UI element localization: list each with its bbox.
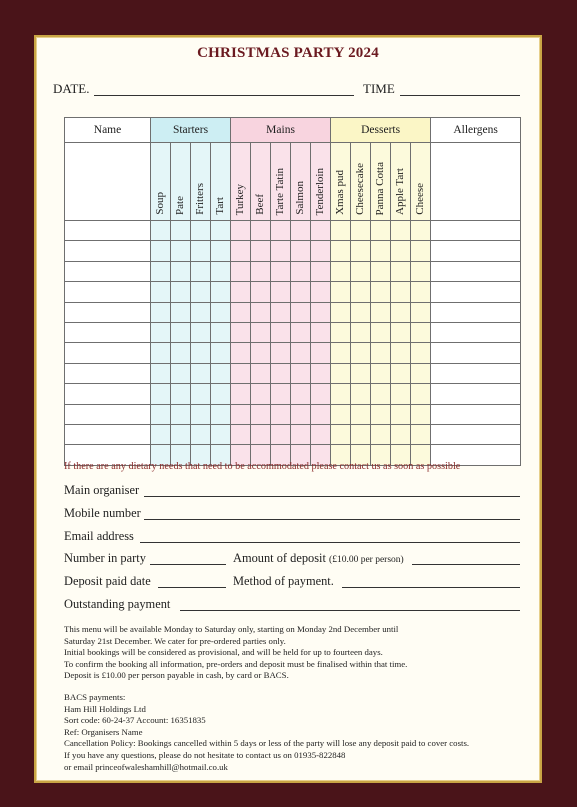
order-cell[interactable] (291, 221, 311, 241)
order-rows (65, 221, 521, 466)
order-cell[interactable] (191, 424, 211, 444)
order-cell[interactable] (231, 343, 251, 363)
dish-header (251, 143, 271, 221)
dish-label: Soup (154, 192, 166, 215)
order-cell[interactable] (151, 282, 171, 302)
allergens-cell[interactable] (431, 404, 521, 424)
order-cell[interactable] (171, 363, 191, 383)
allergens-header: Allergens (431, 118, 521, 143)
order-cell[interactable] (371, 241, 391, 261)
order-cell[interactable] (371, 261, 391, 281)
order-cell[interactable] (151, 302, 171, 322)
order-cell[interactable] (371, 384, 391, 404)
order-cell[interactable] (351, 322, 371, 342)
payment-line: BACS payments: (64, 692, 126, 702)
order-cell[interactable] (331, 282, 351, 302)
order-cell[interactable] (411, 424, 431, 444)
guest-name-cell[interactable] (65, 282, 151, 302)
order-cell[interactable] (231, 302, 251, 322)
order-cell[interactable] (271, 261, 291, 281)
allergens-cell[interactable] (431, 241, 521, 261)
order-cell[interactable] (271, 221, 291, 241)
order-cell[interactable] (151, 261, 171, 281)
dish-header (411, 143, 431, 221)
order-cell[interactable] (211, 241, 231, 261)
dish-label: Turkey (234, 183, 247, 215)
guest-name-cell[interactable] (65, 241, 151, 261)
order-cell[interactable] (251, 261, 271, 281)
dish-header (291, 143, 311, 221)
terms-line: Deposit is £10.00 per person payable in cash, by card or BACS. (64, 670, 289, 681)
allergens-cell[interactable] (431, 282, 521, 302)
allergens-cell[interactable] (431, 384, 521, 404)
table-row (65, 282, 521, 302)
order-cell[interactable] (191, 241, 211, 261)
payment-line: Cancellation Policy: Bookings cancelled within 5 days or less of the party will lose any deposit paid to cover costs. (64, 738, 470, 749)
order-cell[interactable] (411, 384, 431, 404)
order-cell[interactable] (391, 322, 411, 342)
order-cell[interactable] (391, 363, 411, 383)
order-cell[interactable] (371, 363, 391, 383)
allergens-cell[interactable] (431, 322, 521, 342)
allergens-cell[interactable] (431, 261, 521, 281)
order-cell[interactable] (411, 221, 431, 241)
table-row (65, 363, 521, 383)
order-cell[interactable] (211, 302, 231, 322)
order-cell[interactable] (371, 322, 391, 342)
mobile-number-label: Mobile number (64, 506, 141, 520)
order-cell[interactable] (251, 404, 271, 424)
order-cell[interactable] (251, 241, 271, 261)
order-cell[interactable] (311, 241, 331, 261)
name-header: Name (65, 118, 151, 143)
order-cell[interactable] (291, 343, 311, 363)
order-cell[interactable] (391, 302, 411, 322)
guest-name-cell[interactable] (65, 404, 151, 424)
group-header-row (65, 118, 521, 143)
table-row (65, 404, 521, 424)
order-cell[interactable] (311, 343, 331, 363)
order-cell[interactable] (271, 363, 291, 383)
dish-header (331, 143, 351, 221)
order-cell[interactable] (211, 261, 231, 281)
order-cell[interactable] (211, 404, 231, 424)
order-cell[interactable] (271, 384, 291, 404)
order-cell[interactable] (331, 241, 351, 261)
table-row (65, 384, 521, 404)
terms-line: Saturday 21st December. We cater for pre-ordered parties only. (64, 635, 286, 646)
terms-line: To confirm the booking all information, pre-orders and deposit must be finalised within that time. (64, 658, 408, 669)
order-cell[interactable] (371, 221, 391, 241)
order-cell[interactable] (211, 221, 231, 241)
guest-name-cell[interactable] (65, 302, 151, 322)
order-cell[interactable] (191, 404, 211, 424)
dish-header (231, 143, 251, 221)
order-cell[interactable] (171, 282, 191, 302)
method-of-payment-label: Method of payment. (233, 574, 334, 588)
order-cell[interactable] (351, 241, 371, 261)
allergens-cell[interactable] (431, 302, 521, 322)
order-cell[interactable] (151, 322, 171, 342)
order-cell[interactable] (391, 404, 411, 424)
order-cell[interactable] (251, 384, 271, 404)
order-cell[interactable] (331, 221, 351, 241)
amount-of-deposit-label (233, 551, 404, 566)
guest-name-cell[interactable] (65, 363, 151, 383)
payment-line: Sort code: 60-24-37 Account: 16351835 (64, 715, 206, 726)
dish-label: Beef (254, 194, 267, 215)
dish-label: Tarte Tatin (274, 167, 287, 215)
order-cell[interactable] (151, 384, 171, 404)
dish-label: Salmon (294, 181, 307, 215)
dish-label: Pate (174, 196, 186, 215)
terms-line: Initial bookings will be considered as provisional, and will be held for up to fourteen days. (64, 647, 383, 658)
order-cell[interactable] (291, 282, 311, 302)
allergens-cell[interactable] (431, 343, 521, 363)
order-cell[interactable] (191, 363, 211, 383)
order-cell[interactable] (211, 282, 231, 302)
order-cell[interactable] (171, 384, 191, 404)
guest-name-cell[interactable] (65, 343, 151, 363)
order-cell[interactable] (171, 261, 191, 281)
time-field[interactable] (400, 95, 520, 96)
order-cell[interactable] (331, 404, 351, 424)
guest-name-cell[interactable] (65, 384, 151, 404)
order-cell[interactable] (171, 343, 191, 363)
order-cell[interactable] (231, 363, 251, 383)
dish-header (271, 143, 291, 221)
allergens-cell[interactable] (431, 363, 521, 383)
page-title: CHRISTMAS PARTY 2024 (197, 45, 379, 61)
main-organiser-label: Main organiser (64, 483, 140, 497)
dish-header (371, 143, 391, 221)
dish-header (151, 143, 171, 221)
order-cell[interactable] (171, 241, 191, 261)
order-cell[interactable] (231, 404, 251, 424)
order-cell[interactable] (391, 384, 411, 404)
order-cell[interactable] (251, 424, 271, 444)
dish-label: Panna Cotta (374, 161, 387, 215)
terms-line: This menu will be available Monday to Saturday only, starting on Monday 2nd December until (64, 624, 399, 634)
order-cell[interactable] (271, 322, 291, 342)
dish-label: Cheesecake (354, 163, 367, 215)
order-cell[interactable] (231, 221, 251, 241)
order-cell[interactable] (371, 343, 391, 363)
order-cell[interactable] (211, 363, 231, 383)
order-cell[interactable] (311, 302, 331, 322)
order-cell[interactable] (271, 404, 291, 424)
table-row (65, 241, 521, 261)
deposit-paid-date-label: Deposit paid date (64, 574, 151, 588)
allergens-cell[interactable] (431, 221, 521, 241)
order-cell[interactable] (251, 343, 271, 363)
number-in-party-field[interactable] (150, 564, 226, 565)
order-cell[interactable] (391, 241, 411, 261)
order-cell[interactable] (311, 384, 331, 404)
starters-header: Starters (151, 118, 231, 143)
order-cell[interactable] (191, 261, 211, 281)
order-cell[interactable] (391, 343, 411, 363)
order-cell[interactable] (351, 363, 371, 383)
order-cell[interactable] (311, 282, 331, 302)
order-cell[interactable] (211, 384, 231, 404)
dietary-note: If there are any dietary needs that need to be accommodated please contact us as soon as possible (64, 461, 461, 472)
order-cell[interactable] (291, 424, 311, 444)
name-column-blank (65, 143, 151, 221)
dish-label: Apple Tart (394, 168, 407, 215)
payment-line: If you have any questions, please do not hesitate to contact us on 01935-822848 (64, 749, 346, 760)
order-cell[interactable] (311, 261, 331, 281)
table-row (65, 261, 521, 281)
order-cell[interactable] (291, 384, 311, 404)
table-row (65, 322, 521, 342)
order-cell[interactable] (351, 424, 371, 444)
date-label: DATE. (53, 81, 90, 96)
guest-name-cell[interactable] (65, 221, 151, 241)
order-cell[interactable] (331, 343, 351, 363)
order-cell[interactable] (191, 343, 211, 363)
order-cell[interactable] (331, 261, 351, 281)
order-cell[interactable] (251, 282, 271, 302)
amount-of-deposit-text: Amount of deposit (233, 551, 326, 565)
order-cell[interactable] (271, 241, 291, 261)
dish-header (311, 143, 331, 221)
order-cell[interactable] (291, 261, 311, 281)
order-cell[interactable] (351, 261, 371, 281)
dish-header (351, 143, 371, 221)
order-cell[interactable] (291, 363, 311, 383)
order-cell[interactable] (251, 221, 271, 241)
dish-label: Tenderloin (314, 167, 327, 215)
deposit-rate-note: (£10.00 per person) (329, 555, 404, 565)
order-cell[interactable] (411, 302, 431, 322)
table-row (65, 424, 521, 444)
order-cell[interactable] (391, 424, 411, 444)
order-cell[interactable] (411, 322, 431, 342)
guest-name-cell[interactable] (65, 322, 151, 342)
table-row (65, 221, 521, 241)
order-cell[interactable] (171, 302, 191, 322)
payment-line: or email princeofwaleshamhill@hotmail.co.uk (64, 761, 228, 772)
order-cell[interactable] (331, 322, 351, 342)
outstanding-payment-field[interactable] (180, 610, 520, 611)
order-cell[interactable] (331, 363, 351, 383)
order-cell[interactable] (171, 221, 191, 241)
order-cell[interactable] (311, 322, 331, 342)
order-cell[interactable] (231, 261, 251, 281)
menu-order-table (64, 117, 521, 466)
order-cell[interactable] (351, 404, 371, 424)
order-cell[interactable] (231, 282, 251, 302)
order-cell[interactable] (351, 343, 371, 363)
order-cell[interactable] (391, 221, 411, 241)
order-cell[interactable] (371, 424, 391, 444)
order-cell[interactable] (251, 322, 271, 342)
date-field[interactable] (94, 95, 354, 96)
order-cell[interactable] (311, 424, 331, 444)
order-cell[interactable] (151, 241, 171, 261)
booking-form-card (34, 35, 542, 783)
payment-line: Ham Hill Holdings Ltd (64, 703, 146, 714)
order-cell[interactable] (271, 343, 291, 363)
order-cell[interactable] (291, 404, 311, 424)
order-cell[interactable] (311, 221, 331, 241)
guest-name-cell[interactable] (65, 424, 151, 444)
order-cell[interactable] (371, 302, 391, 322)
booking-terms (64, 624, 407, 682)
allergens-cell[interactable] (431, 424, 521, 444)
allergens-column-blank (431, 143, 521, 221)
mobile-number-field[interactable] (144, 519, 520, 520)
order-cell[interactable] (311, 363, 331, 383)
table-row (65, 302, 521, 322)
order-cell[interactable] (211, 343, 231, 363)
order-cell[interactable] (251, 363, 271, 383)
order-cell[interactable] (271, 302, 291, 322)
dish-header (391, 143, 411, 221)
order-cell[interactable] (411, 241, 431, 261)
order-cell[interactable] (171, 322, 191, 342)
order-cell[interactable] (211, 322, 231, 342)
order-cell[interactable] (351, 302, 371, 322)
payment-details (64, 692, 469, 773)
order-cell[interactable] (211, 424, 231, 444)
number-in-party-label: Number in party (64, 551, 146, 565)
order-cell[interactable] (291, 302, 311, 322)
order-cell[interactable] (351, 384, 371, 404)
deposit-paid-date-field[interactable] (158, 587, 226, 588)
order-cell[interactable] (191, 384, 211, 404)
order-cell[interactable] (151, 404, 171, 424)
order-cell[interactable] (411, 343, 431, 363)
order-cell[interactable] (371, 404, 391, 424)
order-cell[interactable] (291, 241, 311, 261)
order-cell[interactable] (351, 282, 371, 302)
email-address-label: Email address (64, 529, 134, 543)
order-cell[interactable] (251, 302, 271, 322)
order-cell[interactable] (371, 282, 391, 302)
order-cell[interactable] (231, 241, 251, 261)
payment-line: Ref: Organisers Name (64, 726, 143, 737)
dish-header (171, 143, 191, 221)
mains-header: Mains (231, 118, 331, 143)
order-cell[interactable] (171, 404, 191, 424)
order-cell[interactable] (191, 302, 211, 322)
method-of-payment-field[interactable] (342, 587, 520, 588)
dish-header-row (65, 143, 521, 221)
order-cell[interactable] (411, 261, 431, 281)
order-cell[interactable] (291, 322, 311, 342)
order-cell[interactable] (151, 424, 171, 444)
order-cell[interactable] (231, 322, 251, 342)
order-cell[interactable] (391, 282, 411, 302)
main-organiser-field[interactable] (144, 496, 520, 497)
order-cell[interactable] (331, 424, 351, 444)
order-cell[interactable] (271, 424, 291, 444)
dish-label: Xmas pud (334, 170, 347, 215)
order-cell[interactable] (351, 221, 371, 241)
order-cell[interactable] (191, 282, 211, 302)
order-cell[interactable] (151, 343, 171, 363)
order-cell[interactable] (151, 221, 171, 241)
order-cell[interactable] (411, 363, 431, 383)
dish-header (211, 143, 231, 221)
order-cell[interactable] (171, 424, 191, 444)
outstanding-payment-label: Outstanding payment (64, 597, 171, 611)
order-cell[interactable] (271, 282, 291, 302)
guest-name-cell[interactable] (65, 261, 151, 281)
order-cell[interactable] (331, 384, 351, 404)
order-cell[interactable] (411, 404, 431, 424)
dish-header (191, 143, 211, 221)
order-cell[interactable] (411, 282, 431, 302)
dish-label: Fritters (194, 183, 206, 215)
order-cell[interactable] (231, 424, 251, 444)
table-row (65, 343, 521, 363)
order-cell[interactable] (231, 384, 251, 404)
time-label: TIME (363, 81, 395, 96)
order-cell[interactable] (151, 363, 171, 383)
order-cell[interactable] (331, 302, 351, 322)
email-address-field[interactable] (140, 542, 520, 543)
order-cell[interactable] (191, 221, 211, 241)
order-cell[interactable] (191, 322, 211, 342)
dish-label: Cheese (414, 183, 427, 215)
order-cell[interactable] (311, 404, 331, 424)
order-cell[interactable] (391, 261, 411, 281)
desserts-header: Desserts (331, 118, 431, 143)
amount-of-deposit-field[interactable] (412, 564, 520, 565)
dish-label: Tart (214, 197, 226, 215)
